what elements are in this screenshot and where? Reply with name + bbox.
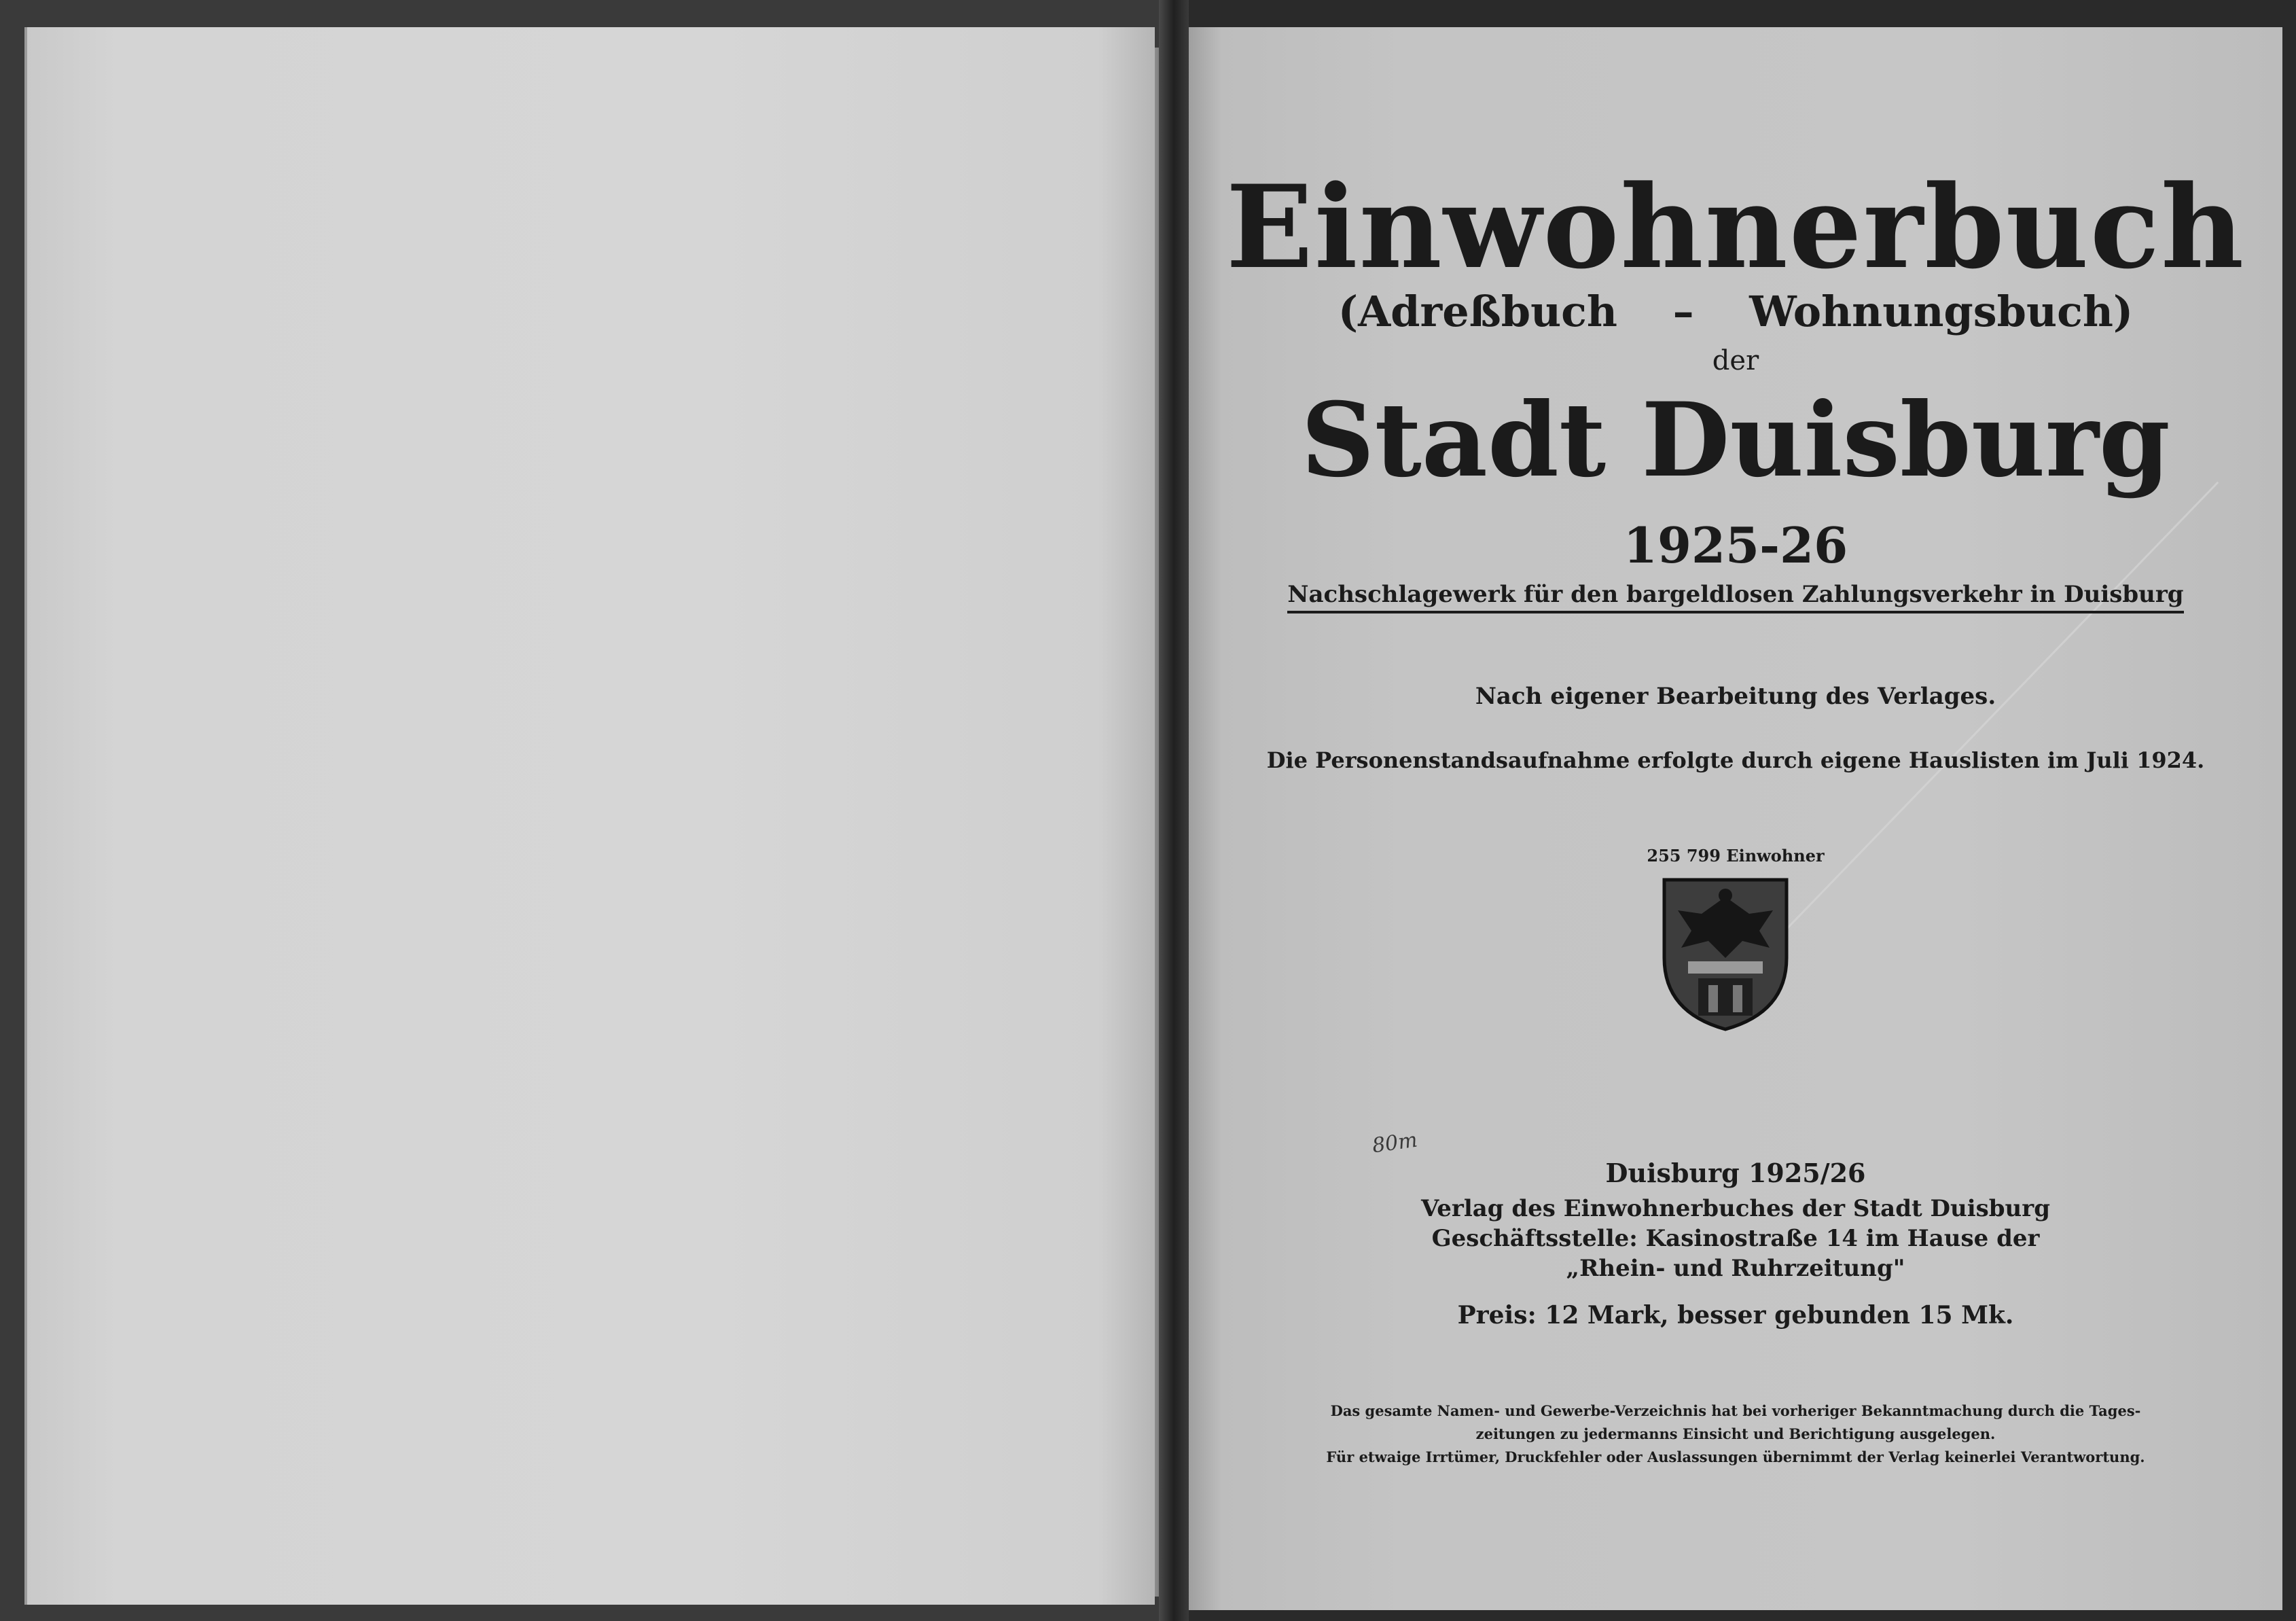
disclaimer-block [1189,1400,2282,1469]
city-name: Stadt Duisburg [1301,380,2170,500]
publisher-place: Duisburg 1925/26 [1605,1158,1866,1188]
duisburg-coat-of-arms-icon [1661,876,1790,1033]
reference-note [1189,581,2282,608]
publisher-line1: Verlag des Einwohnerbuches der Stadt Duisburg [1421,1195,2050,1222]
disclaimer-line2: zeitungen zu jedermanns Einsicht und Berichtigung ausgelegen. [1475,1425,1996,1442]
reference-text: Nachschlagewerk für den bargeldlosen Zahlungsverkehr in Duisburg [1287,581,2183,613]
publisher-line3: „Rhein- und Ruhrzeitung" [1566,1255,1905,1282]
book-subtitle: (Adreßbuch – Wohnungsbuch) [1338,287,2134,336]
price-line: Preis: 12 Mark, besser gebunden 15 Mk. [1457,1301,2014,1330]
disclaimer-line3: Für etwaige Irrtümer, Druckfehler oder Auslassungen übernimmt der Verlag keinerlei Verantwortung. [1326,1448,2145,1465]
book-spine-gutter [1159,0,1189,1621]
census-note: Die Personenstandsaufnahme erfolgte durch eigene Hauslisten im Juli 1924. [1266,747,2205,773]
pencil-annotation: 80m [1370,1128,1419,1158]
population-count: 255 799 Einwohner [1647,846,1825,866]
disclaimer-line1: Das gesamte Namen- und Gewerbe-Verzeichnis hat bei vorheriger Bekanntmachung durch die Tages- [1330,1402,2141,1419]
article-der: der [1712,345,1759,376]
edition-year: 1925-26 [1623,516,1848,574]
publisher-block [1189,1158,2282,1283]
edit-note: Nach eigener Bearbeitung des Verlages. [1475,683,1996,710]
left-endpaper [24,27,1155,1605]
publisher-line2: Geschäftsstelle: Kasinostraße 14 im Hause der [1431,1225,2040,1252]
book-title: Einwohnerbuch [1225,160,2246,294]
